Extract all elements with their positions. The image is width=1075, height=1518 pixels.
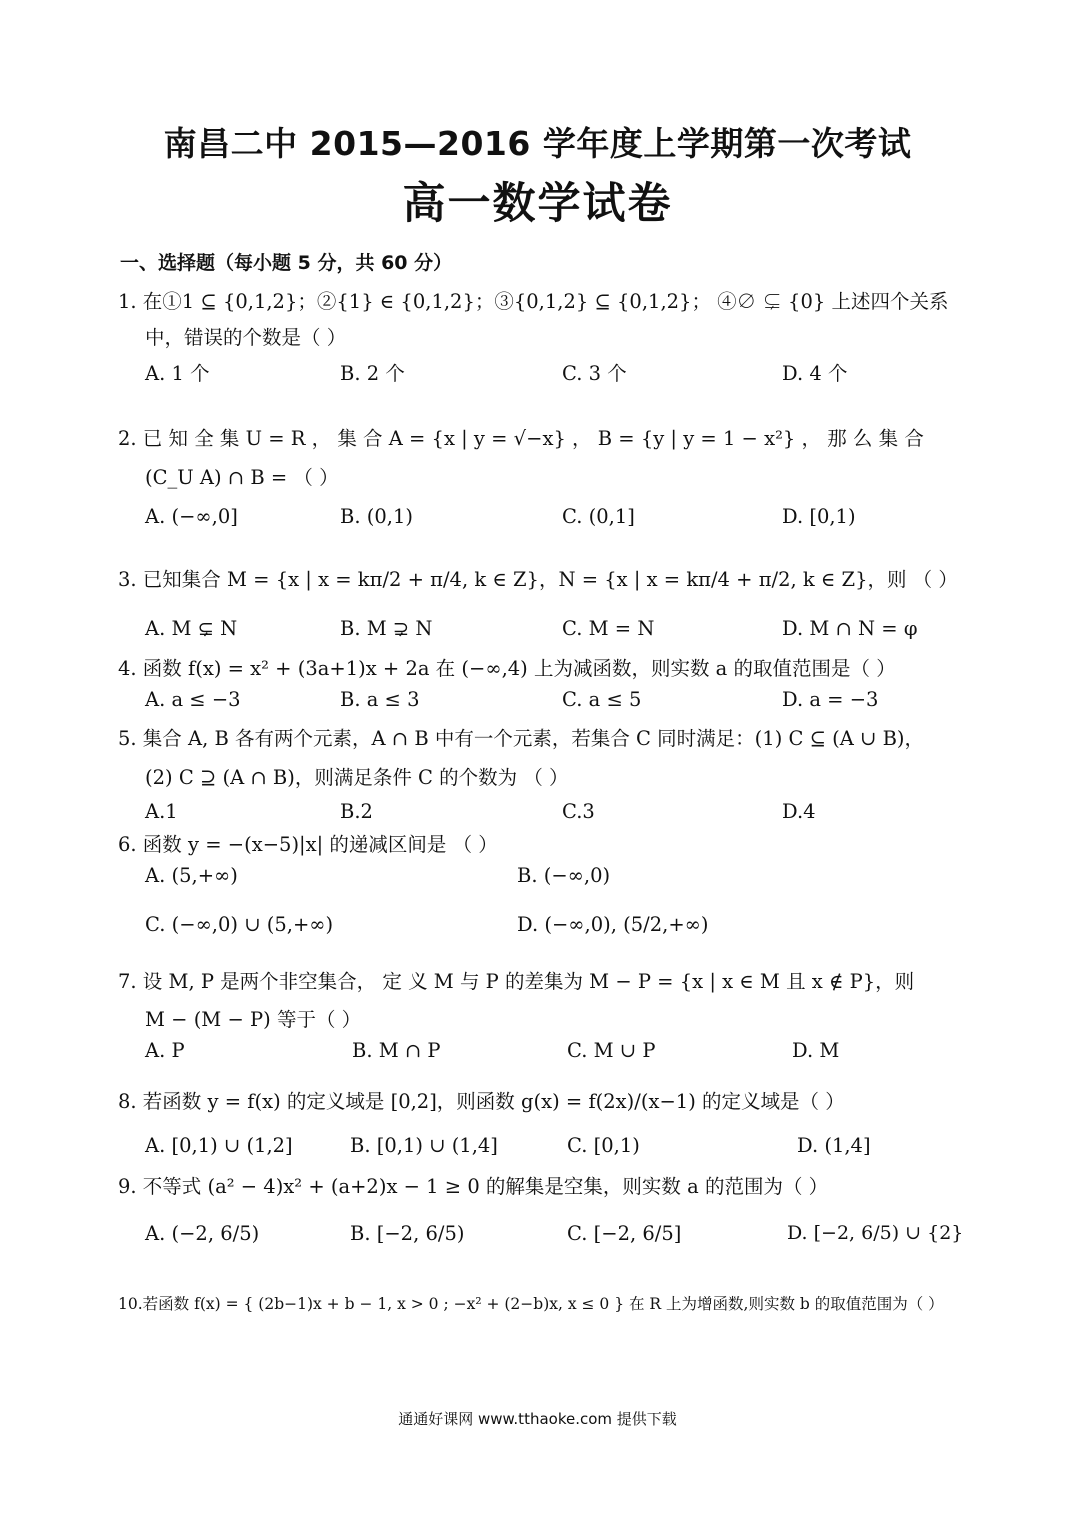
question-8-line-1: 8. 若函数 y = f(x) 的定义域是 [0,2]，则函数 g(x) = f(2x)/(x−1) 的定义域是（ ） <box>118 1090 845 1113</box>
question-5-option-b: B.2 <box>340 800 373 823</box>
question-8-option-a: A. [0,1) ∪ (1,2] <box>145 1134 293 1157</box>
question-7-option-b: B. M ∩ P <box>352 1039 441 1062</box>
question-10-line-1: 10.若函数 f(x) = { (2b−1)x + b − 1, x > 0 ; −x² + (2−b)x, x ≤ 0 } 在 R 上为增函数,则实数 b 的取值范围为（ ） <box>118 1295 944 1313</box>
exam-subtitle: 高一数学试卷 <box>402 179 673 229</box>
section-heading: 一、选择题（每小题 5 分，共 60 分） <box>120 252 453 274</box>
question-8-option-b: B. [0,1) ∪ (1,4] <box>350 1134 498 1157</box>
question-1-line-2: 中，错误的个数是（ ） <box>145 326 347 349</box>
question-1-option-a: A. 1 个 <box>145 362 210 385</box>
question-8-option-d: D. (1,4] <box>797 1134 871 1157</box>
question-3-line-1: 3. 已知集合 M = {x | x = kπ/2 + π/4, k ∈ Z}，N = {x | x = kπ/4 + π/2, k ∈ Z}，则 （ ） <box>118 568 958 591</box>
question-7-line-1: 7. 设 M, P 是两个非空集合， 定 义 M 与 P 的差集为 M − P = {x | x ∈ M 且 x ∉ P}，则 <box>118 970 915 993</box>
question-8-option-c: C. [0,1) <box>567 1134 640 1157</box>
question-3-option-c: C. M = N <box>562 617 655 640</box>
question-2-option-d: D. [0,1) <box>782 505 856 528</box>
question-2-option-c: C. (0,1] <box>562 505 635 528</box>
question-1-line-1: 1. 在①1 ⊆ {0,1,2}；②{1} ∈ {0,1,2}；③{0,1,2} ⊆ {0,1,2}； ④∅ ⊊ {0} 上述四个关系 <box>118 290 949 313</box>
question-7-option-c: C. M ∪ P <box>567 1039 656 1062</box>
question-4-option-a: A. a ≤ −3 <box>145 688 241 711</box>
question-5-option-a: A.1 <box>145 800 178 823</box>
question-5-option-d: D.4 <box>782 800 816 823</box>
question-6-line-1: 6. 函数 y = −(x−5)|x| 的递减区间是 （ ） <box>118 833 498 856</box>
question-5-line-2: (2) C ⊇ (A ∩ B)，则满足条件 C 的个数为 （ ） <box>145 766 569 789</box>
question-5-option-c: C.3 <box>562 800 595 823</box>
question-9-line-1: 9. 不等式 (a² − 4)x² + (a+2)x − 1 ≥ 0 的解集是空集，则实数 a 的范围为（ ） <box>118 1175 829 1198</box>
question-9-option-c: C. [−2, 6/5] <box>567 1222 682 1245</box>
question-2-line-1: 2. 已 知 全 集 U = R ， 集 合 A = {x | y = √−x} ， B = {y | y = 1 − x²} ， 那 么 集 合 <box>118 427 924 450</box>
question-9-option-d: D. [−2, 6/5) ∪ {2} <box>787 1222 964 1244</box>
question-9-option-a: A. (−2, 6/5) <box>145 1222 260 1245</box>
question-3-option-a: A. M ⊊ N <box>145 617 238 640</box>
exam-title: 南昌二中 2015—2016 学年度上学期第一次考试 <box>163 124 912 163</box>
question-6-option-b: B. (−∞,0) <box>517 864 611 887</box>
question-3-option-d: D. M ∩ N = φ <box>782 617 918 640</box>
question-1-option-b: B. 2 个 <box>340 362 405 385</box>
question-9-option-b: B. [−2, 6/5) <box>350 1222 465 1245</box>
question-4-option-d: D. a = −3 <box>782 688 879 711</box>
question-4-option-b: B. a ≤ 3 <box>340 688 420 711</box>
question-5-line-1: 5. 集合 A, B 各有两个元素，A ∩ B 中有一个元素，若集合 C 同时满足：(1) C ⊆ (A ∪ B)， <box>118 727 925 750</box>
question-6-option-a: A. (5,+∞) <box>145 864 238 887</box>
question-2-option-b: B. (0,1) <box>340 505 413 528</box>
question-3-option-b: B. M ⊋ N <box>340 617 433 640</box>
question-4-option-c: C. a ≤ 5 <box>562 688 642 711</box>
question-2-line-2: (C_U A) ∩ B = （ ） <box>145 466 339 489</box>
question-4-line-1: 4. 函数 f(x) = x² + (3a+1)x + 2a 在 (−∞,4) 上为减函数，则实数 a 的取值范围是（ ） <box>118 657 896 680</box>
question-6-option-c: C. (−∞,0) ∪ (5,+∞) <box>145 913 334 936</box>
question-7-option-d: D. M <box>792 1039 840 1062</box>
question-7-option-a: A. P <box>145 1039 185 1062</box>
question-1-option-c: C. 3 个 <box>562 362 627 385</box>
question-1-option-d: D. 4 个 <box>782 362 848 385</box>
question-6-option-d: D. (−∞,0), (5/2,+∞) <box>517 913 709 936</box>
question-2-option-a: A. (−∞,0] <box>145 505 238 528</box>
question-7-line-2: M − (M − P) 等于（ ） <box>145 1008 362 1031</box>
footer-source: 通通好课网 www.tthaoke.com 提供下载 <box>398 1410 677 1428</box>
